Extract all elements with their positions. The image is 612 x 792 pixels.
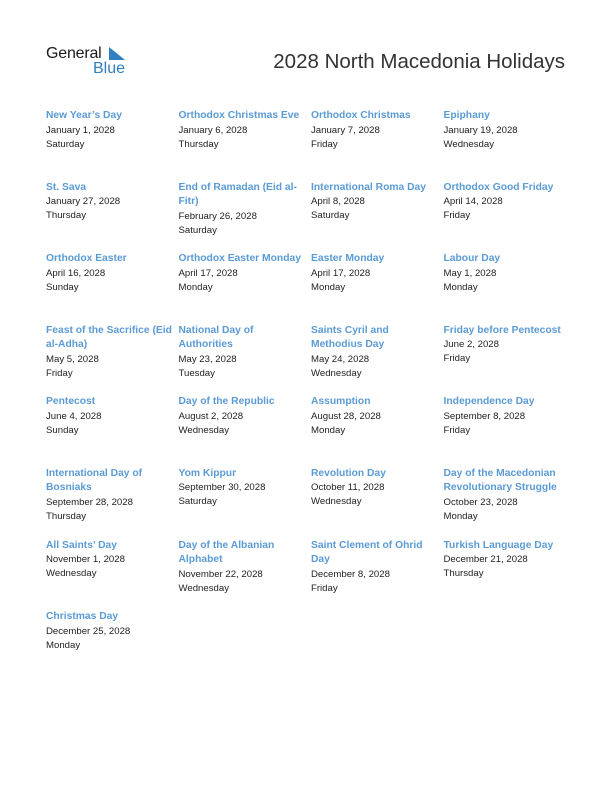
holiday-weekday: Wednesday xyxy=(311,367,362,379)
holiday-item xyxy=(179,181,307,238)
holiday-item xyxy=(311,395,439,438)
holiday-date: May 5, 2028 xyxy=(46,353,99,365)
holiday-weekday: Thursday xyxy=(443,568,484,580)
holiday-name: National Day of Authorities xyxy=(178,324,254,351)
holiday-row xyxy=(46,467,576,539)
holiday-item xyxy=(311,539,439,596)
holiday-weekday: Friday xyxy=(46,367,73,379)
holiday-date: October 11, 2028 xyxy=(311,482,385,494)
holiday-item xyxy=(444,467,572,524)
holiday-date: January 7, 2028 xyxy=(311,124,380,136)
holiday-weekday: Saturday xyxy=(311,210,350,222)
holiday-date: January 6, 2028 xyxy=(178,124,248,136)
holiday-weekday: Friday xyxy=(311,582,338,594)
holiday-date: September 30, 2028 xyxy=(178,482,266,494)
holiday-name: Friday before Pentecost xyxy=(443,324,561,336)
holiday-weekday: Thursday xyxy=(46,210,86,222)
holiday-date: June 2, 2028 xyxy=(443,339,499,351)
holiday-item xyxy=(311,109,439,152)
holiday-name: Orthodox Easter xyxy=(46,253,127,265)
holiday-weekday: Monday xyxy=(443,510,478,522)
holiday-weekday: Saturday xyxy=(178,224,217,236)
holiday-weekday: Sunday xyxy=(46,281,79,293)
holiday-name: New Year’s Day xyxy=(46,110,122,121)
holiday-name: End of Ramadan (Eid al-Fitr) xyxy=(178,181,297,208)
holiday-item xyxy=(444,252,572,295)
holiday-weekday: Wednesday xyxy=(178,424,229,436)
holiday-date: April 8, 2028 xyxy=(311,196,365,208)
holiday-name: International Day of Bosniaks xyxy=(46,467,143,494)
holiday-name: Yom Kippur xyxy=(178,467,237,479)
holiday-grid xyxy=(46,109,576,682)
holiday-name: Saints Cyril and Methodius Day xyxy=(311,324,389,351)
holiday-item xyxy=(46,252,174,295)
holiday-weekday: Monday xyxy=(46,639,81,651)
holiday-row xyxy=(46,252,576,324)
holiday-item xyxy=(46,324,174,381)
logo-blue-text: Blue xyxy=(93,60,126,77)
holiday-item xyxy=(179,324,307,381)
holiday-name: Feast of the Sacrifice (Eid al-Adha) xyxy=(46,324,172,351)
holiday-row xyxy=(46,539,576,611)
holiday-weekday: Friday xyxy=(443,424,471,436)
holiday-name: Easter Monday xyxy=(311,253,385,265)
holiday-weekday: Wednesday xyxy=(46,568,97,580)
holiday-date: April 16, 2028 xyxy=(46,267,106,279)
holiday-row xyxy=(46,324,576,396)
holiday-date: April 14, 2028 xyxy=(443,196,503,208)
holiday-item xyxy=(311,181,439,224)
holiday-date: August 2, 2028 xyxy=(178,410,244,422)
holiday-date: February 26, 2028 xyxy=(178,210,257,222)
holiday-item xyxy=(444,395,572,438)
holiday-name: International Roma Day xyxy=(311,181,427,193)
holiday-item xyxy=(311,467,439,510)
logo-general-text: General xyxy=(46,45,102,62)
holiday-name: Orthodox Christmas Eve xyxy=(178,110,300,121)
holiday-item xyxy=(444,539,572,582)
holiday-name: Assumption xyxy=(311,396,371,408)
holiday-name: Epiphany xyxy=(443,110,490,121)
holiday-date: November 22, 2028 xyxy=(178,568,263,580)
holiday-item xyxy=(444,181,572,224)
holiday-date: May 1, 2028 xyxy=(443,267,497,279)
logo xyxy=(46,45,136,79)
holiday-weekday: Wednesday xyxy=(443,138,494,150)
holiday-name: Saint Clement of Ohrid Day xyxy=(311,539,423,566)
holiday-name: Orthodox Good Friday xyxy=(443,181,554,193)
holiday-weekday: Friday xyxy=(443,353,471,365)
holiday-date: September 8, 2028 xyxy=(443,410,526,422)
holiday-date: December 25, 2028 xyxy=(46,625,131,637)
holiday-date: April 17, 2028 xyxy=(311,267,371,279)
page-title: 2028 North Macedonia Holidays xyxy=(273,50,565,73)
holiday-date: October 23, 2028 xyxy=(443,496,518,508)
blue-triangle-flag-icon xyxy=(108,47,126,61)
holiday-name: Revolution Day xyxy=(311,467,386,479)
holiday-weekday: Saturday xyxy=(178,496,217,508)
holiday-item xyxy=(179,252,307,295)
holiday-row xyxy=(46,610,576,682)
holiday-name: Day of the Republic xyxy=(178,396,275,408)
holiday-item xyxy=(179,395,307,438)
holiday-name: Labour Day xyxy=(443,253,501,265)
holiday-date: January 1, 2028 xyxy=(46,124,115,136)
holiday-item xyxy=(444,109,572,152)
holiday-item xyxy=(179,109,307,152)
holiday-date: November 1, 2028 xyxy=(46,554,125,566)
holiday-item xyxy=(46,467,174,524)
holiday-row xyxy=(46,181,576,253)
holiday-weekday: Thursday xyxy=(178,138,219,150)
holiday-item xyxy=(46,181,174,224)
holiday-weekday: Monday xyxy=(178,281,213,293)
holiday-date: December 21, 2028 xyxy=(443,554,528,566)
holiday-weekday: Friday xyxy=(443,210,471,222)
holiday-weekday: Wednesday xyxy=(311,496,362,508)
holiday-date: June 4, 2028 xyxy=(46,410,102,422)
holiday-item xyxy=(311,324,439,381)
holiday-row xyxy=(46,395,576,467)
holiday-item xyxy=(311,252,439,295)
holiday-weekday: Tuesday xyxy=(178,367,215,379)
holiday-date: September 28, 2028 xyxy=(46,496,133,508)
holiday-name: Orthodox Easter Monday xyxy=(178,253,301,265)
holiday-weekday: Monday xyxy=(311,424,346,436)
holiday-name: Christmas Day xyxy=(46,611,119,623)
holiday-name: Pentecost xyxy=(46,396,96,408)
holiday-name: Orthodox Christmas xyxy=(311,110,411,121)
holiday-item xyxy=(46,395,174,438)
holiday-date: April 17, 2028 xyxy=(178,267,238,279)
holiday-item xyxy=(46,109,174,152)
holiday-weekday: Thursday xyxy=(46,510,86,522)
holiday-name: Turkish Language Day xyxy=(443,539,554,551)
holiday-weekday: Monday xyxy=(311,281,346,293)
holiday-date: August 28, 2028 xyxy=(311,410,381,422)
holiday-item xyxy=(444,324,572,367)
holiday-name: Independence Day xyxy=(443,396,535,408)
holiday-name: Day of the Macedonian Revolutionary Struggle xyxy=(443,467,557,494)
holiday-date: December 8, 2028 xyxy=(311,568,390,580)
holiday-name: St. Sava xyxy=(46,181,87,193)
holiday-item xyxy=(46,539,174,582)
holiday-date: January 27, 2028 xyxy=(46,196,121,208)
holiday-weekday: Wednesday xyxy=(178,582,229,594)
holiday-item xyxy=(179,539,307,596)
holiday-date: January 19, 2028 xyxy=(443,124,518,136)
holiday-weekday: Saturday xyxy=(46,138,85,150)
holiday-weekday: Monday xyxy=(443,281,478,293)
holiday-name: Day of the Albanian Alphabet xyxy=(178,539,275,566)
holiday-item xyxy=(46,610,174,653)
holiday-weekday: Sunday xyxy=(46,424,79,436)
holiday-date: May 23, 2028 xyxy=(178,353,237,365)
holiday-weekday: Friday xyxy=(311,138,338,150)
holiday-name: All Saints’ Day xyxy=(46,539,117,551)
holiday-item xyxy=(179,467,307,510)
holiday-row xyxy=(46,109,576,181)
holiday-date: May 24, 2028 xyxy=(311,353,370,365)
